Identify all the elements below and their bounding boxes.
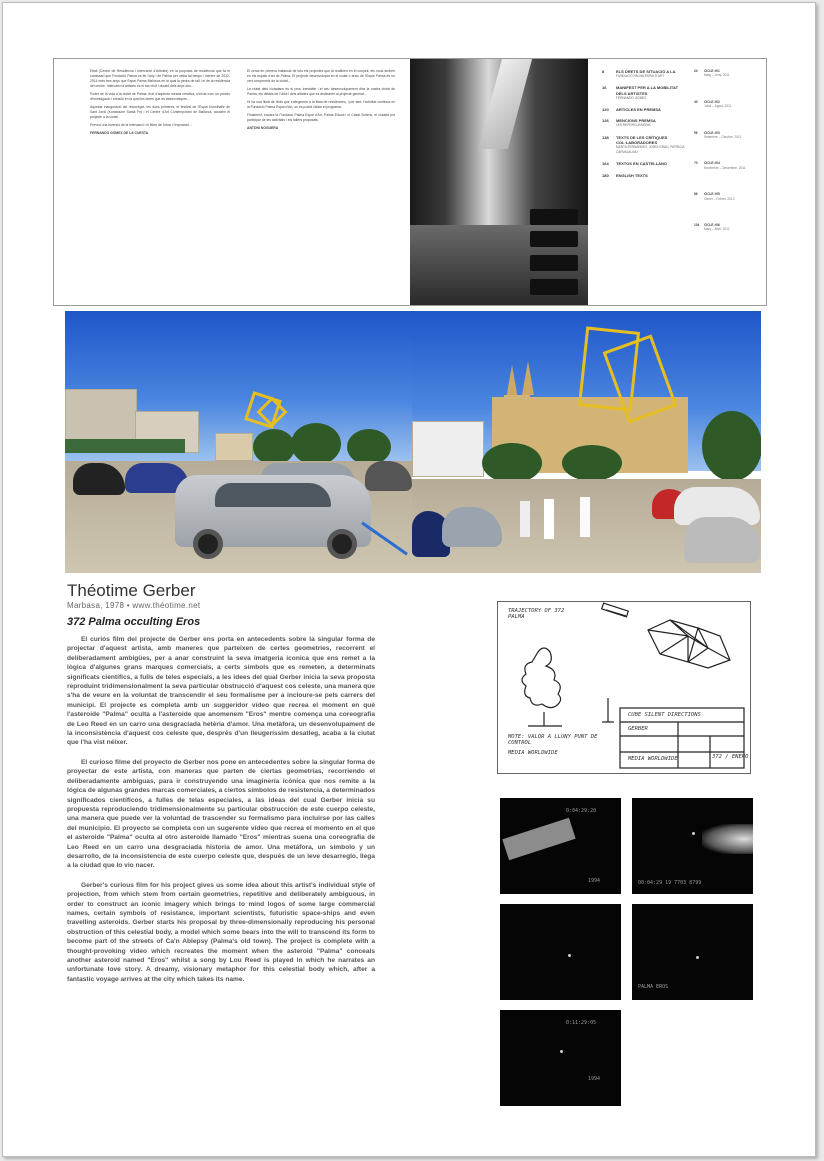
work-title: 372 Palma occulting Eros xyxy=(67,616,201,628)
telescope-frame: 0:11:29:05 1994 xyxy=(500,1010,621,1106)
paragraph-english: Gerber's curious film for his project gives us some idea about this artist's individual style of projection, from which stem from certain geometries, repetitive and deliberately ambiguous, in order to construct an iconic imagery which brings to mind logos of some large commercial names, certain symbols of resistance, important scientists, futuristic space-ships and even travelling asteroids. Gerber starts his proposal by three-dimensionally reproducing his personal obstruction of this celestial body, a model which some bears into the will to transcend its form to become part of the streets of Ca'n Ablepsy (Palma's old town). The project is complete with a thought-provoking video which recreates the moment when the asteroid "Palma" conceals another asteroid named "Eros" whilst a song by Lou Reed is played in which he narrates an unfortunate love story. A dreamy, visionary metaphor for this celestial body which, after a fantastic voyage arrives at the city which takes its name. xyxy=(67,881,375,983)
drawing-box-title: CUBE SILENT DIRECTIONS xyxy=(628,712,701,718)
drawing-box-code: 372 / ENERO xyxy=(712,754,749,760)
artist-name: Théotime Gerber xyxy=(67,581,196,600)
telescope-frame: PALMA EROS xyxy=(632,904,753,1000)
toc-item[interactable]: 126 MENCIONS PREMSA LES REPERCUSSIONS xyxy=(602,118,656,128)
cathedral-photo xyxy=(412,311,761,573)
drawing-note: TRAJECTORY OF 372 PALMA xyxy=(508,608,565,620)
intro-paragraph: Hi ha una llista de títols que s'afegeixen a la llista de residències, i per tant, l'activitat continua en la Fundació Palma Espai d'Art, on es podrà visitar el programa. xyxy=(247,100,395,109)
intro-signature: FERNANDO GÓMEZ DE LA CUESTA xyxy=(90,131,149,135)
drawing-box-sign: MEDIA WORLDWIDE xyxy=(628,756,678,762)
intro-text-column-2 xyxy=(247,69,395,134)
cycle-entry[interactable]: 24 CICLE #01 Maig – Juny, 2011 xyxy=(694,69,730,78)
intro-paragraph: Eltall (Centre de Residència i Intercanvi d'Artistes) en la proposta de residència que fa el comissari que Fundació Palma va fer l'any i de Palma per vetlla tal temps i mentre de 2012-2014 més tres anys que Espai Palma Mallorca en la qual la pedra de tall i el de la residència del centre. Intercanvi d'artistes és el seu fruit i durant dels anys dos... xyxy=(90,69,230,88)
technical-drawing xyxy=(497,601,751,774)
drawing-note: MOTE: VALOR A LLUNY PUNT DE CONTROL xyxy=(508,734,598,746)
cycle-entry[interactable]: 40 CICLE #02 Juliol – Agost, 2011 xyxy=(694,99,732,109)
interior-bw-photo xyxy=(410,59,588,305)
telescope-frame xyxy=(500,904,621,1000)
intro-paragraph: La ciutat dels ciutadans és el prou inestable i el seu desenvolupament dins la nostra ciutat de Palma, els detalls de l'obra i dels artistes que es dedicaren al projecte general... xyxy=(247,87,395,96)
telescope-frame: 00:04:29 19 7703 8799 xyxy=(632,798,753,894)
toc-item[interactable]: 120 ARTICLES EN PREMSA xyxy=(602,107,661,113)
toc-item[interactable]: 8 ELS DRETS DE SITUACIÓ A LA FUNDACIÓ PALMA ESPAI D'ART xyxy=(602,69,676,79)
intro-signature: ANTONI NOGUERA xyxy=(247,126,279,130)
telescope-frame: 0:04:29:20 1994 xyxy=(500,798,621,894)
intro-paragraph: Poder de la vida a la ciutat de Palma, fruit d'aquesta mirada creativa, s'inicia com un procés d'investigació i creació en la qual les idees que es desenvolupen... xyxy=(90,92,230,101)
parking-lot-photo xyxy=(65,311,412,573)
catalog-page xyxy=(2,2,816,1157)
toc-item[interactable]: 16 MANIFEST PER A LA MOBILITAT DELS ARTISTES FERNANDO GÓMEZ xyxy=(602,85,679,100)
drawing-box-name: GERBER xyxy=(628,726,648,732)
intro-paragraph: El cerca en primera instància de tots els projectes que la realitzen en el conjunt, els nous arriben en els espais d'art de Palma. El projecte desenvolupat en el ciutat o arxiu de l'Espai Palma és un cert compromís de la ciutat... xyxy=(247,69,395,83)
paragraph-spanish: El curioso filme del proyecto de Gerber nos pone en antecedentes sobre la singular forma de proyectar de este artista, con maneras que parten de ciertas geometrías, recorriendo el deliberadamente ambiguas, para ir construyendo una imaginería icónica que nos remite a la lógica de algunas grandes marcas comerciales, a ciertos símbolos de resistencia, a determinados significados científicos, a fulles de telas especiales, a las ideas del cual Gerber inicia su propuesta reproduciendo tridimensionalmente su particular obstrucción de este cuerpo celeste, una manera que puede ver la voluntad de trascender su formalismo para incluirse por las calles del municipio. El proyecto se completa con un sugerente vídeo que recrea el momento en el que el asteroide "Palma" oculta al otro asteroide llamado "Eros" mientras suena una coreografía de Leo Reed en un carro una desgraciada historia de amor. Una metáfora, un símbolo y un desarrollo, de la inconsistencia de este cuerpo celeste que, después de un leve desarreglo, llega a la ciudad que lo vio nacer. xyxy=(67,758,375,870)
toc-item[interactable]: 164 TEXTOS EN CASTELLANO xyxy=(602,161,668,167)
cycles-calendar xyxy=(694,69,760,237)
intro-paragraph: Aquesta inauguració del recorregut, les dues primeres, el festival de l'Espai Kunsthalle de Sant Jordi (Kunstraum Santa Fe) i el Centre d'Art Contemporani de Mallorca, acosten el projecte a la ciutat. xyxy=(90,105,230,119)
toc-item[interactable]: 180 ENGLISH TEXTS xyxy=(602,172,648,178)
toc-item[interactable]: 138 TEXTS DE LES CRÍTIQUES COL·LABORADORES MARTA FERNÁNDEZ, JORDI GRAU, PATRICIA CARVAJALINO xyxy=(602,134,685,155)
paragraph-catalan: El curiós film del projecte de Gerber ens porta en antecedents sobre la singular forma de projectar d'aquest artista, amb maneres que parteixen de certes geometries, recorrent el deliberadament ambigües, per a anar construint la seva imatgeria iconica que ens remet a la lògica d'algunes grans marques comercials, a certs símbols que es remeten, a determinats significats científics, a fulls de teles especials, a les idees del qual Gerber inicia la seva proposta reproduint tridimensionalment la seva particular obstrucció d'aquest cos celeste, una manera que s'ha de veure en la voluntat de transcendir el seu formalisme per a incloure-se pels carrers del municipi. El projecte es completa amb un suggeridor vídeo que recrea el moment en què l'asteroide "Palma" oculta a l'asteroide que anomenem "Eros" mentre comença una coreografia de Leo Reed en un carro una desgraciada hetèria d'amor. Una metàfora, un desenvolupament de la inconsistència d'aquest cos celeste que, després d'un lleugeríssim desatleg, acaba a la ciutat que l'ha vist néixer. xyxy=(67,636,375,747)
table-of-contents xyxy=(602,69,688,184)
book-spread-thumbnail xyxy=(53,58,767,306)
cycle-entry[interactable]: 70 CICLE #04 Novembre – Desembre, 2011 xyxy=(694,161,746,170)
cycle-entry[interactable]: 104 CICLE #06 Març – Abril, 2012 xyxy=(694,223,730,232)
cycle-entry[interactable]: 56 CICLE #03 Setembre – Octubre, 2011 xyxy=(694,130,742,140)
intro-text-column-1 xyxy=(90,69,230,139)
intro-paragraph: Finalment, encara la Fundació Palma Espai d'Art, Palma Educa i el Casal Solleric, el ciutadà pot participar de les activitats i els tallers proposats. xyxy=(247,113,395,122)
artist-meta: Marbasa, 1978 • www.théotime.net xyxy=(67,601,201,610)
article-body xyxy=(67,635,375,994)
intro-paragraph: Preveu una inversió de la intercanvi i el llibre de l'obra i l'exposició... xyxy=(90,123,192,127)
drawing-note: MEDIA WORLDWIDE xyxy=(508,750,558,756)
cycle-entry[interactable]: 86 CICLE #05 Gener – Febrer, 2012 xyxy=(694,192,735,201)
